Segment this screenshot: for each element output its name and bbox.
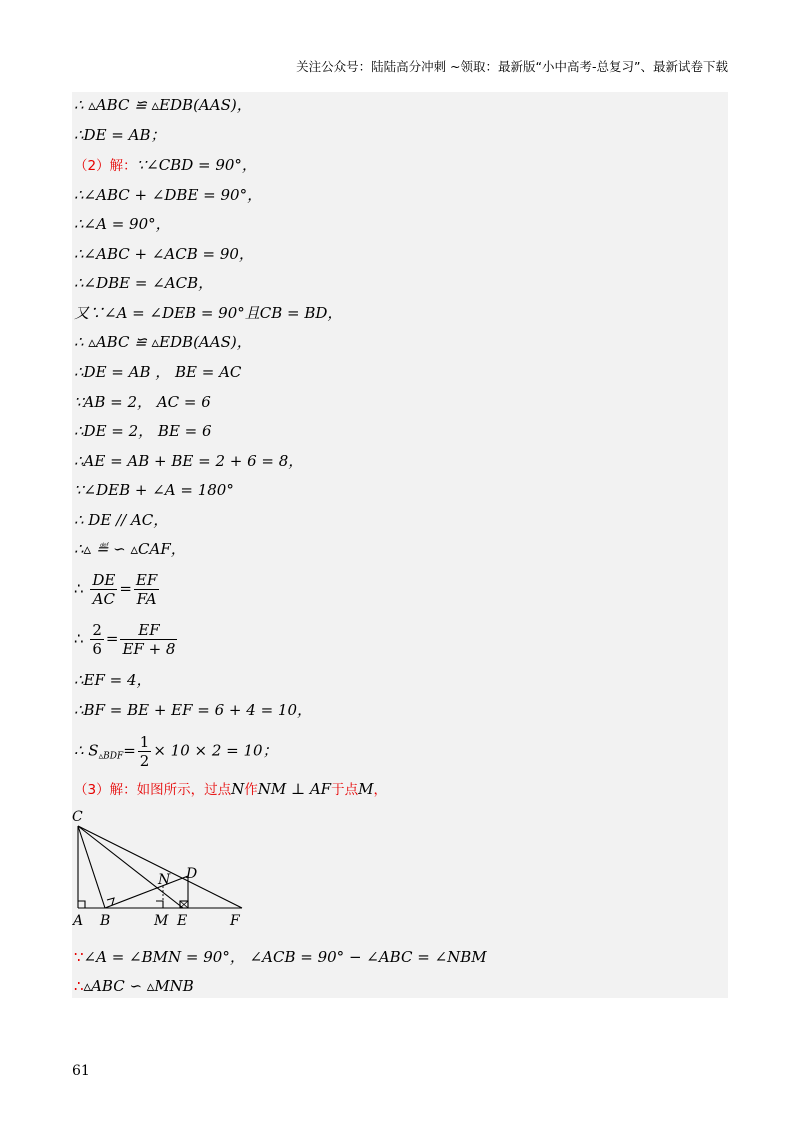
- part-3-label: （3）解：如图所示，过点: [74, 782, 232, 798]
- fraction-numerator: 2: [92, 621, 102, 639]
- line-23: [74, 948, 487, 966]
- text-zuo: 作: [244, 782, 258, 798]
- line-22: [74, 780, 387, 799]
- fraction-2-6: [90, 621, 104, 658]
- fraction-ef-fa: [134, 571, 159, 608]
- label-d: D: [186, 866, 198, 882]
- segment-bd: [105, 876, 188, 908]
- label-c: C: [72, 809, 83, 825]
- line-3-text: ∵∠CBD = 90°，: [136, 156, 257, 174]
- line-2: ∴DE = AB；: [74, 126, 166, 144]
- perpendicular-statement: NM ⊥ AF: [257, 780, 332, 798]
- line-17: [74, 571, 161, 608]
- line-8: 又∵∠A = ∠DEB = 90°且CB = BD，: [74, 304, 343, 322]
- equals-sign: =: [123, 741, 136, 760]
- line-18: [74, 621, 179, 658]
- label-e: E: [177, 913, 188, 929]
- page-number: 61: [72, 1063, 90, 1079]
- page-header: 关注公众号：陆陆高分冲刺 ~领取：最新版“小中高考-总复习”、最新试卷下载: [296, 59, 728, 74]
- segment-ce: [78, 826, 183, 908]
- line-5: ∴∠A = 90°，: [74, 215, 171, 233]
- fraction-numerator: 1: [139, 733, 150, 751]
- right-angle-m: [156, 901, 163, 908]
- line-16: ∴▵ ≝ ∽ ▵CAF，: [74, 540, 186, 558]
- part-2-label: （2）解：: [74, 158, 137, 174]
- therefore-symbol: ∴: [74, 579, 84, 598]
- line-19: ∴EF = 4，: [74, 671, 152, 689]
- therefore-symbol: ∴: [74, 629, 84, 648]
- line-21: [74, 733, 278, 770]
- segment-cb: [78, 826, 105, 908]
- fraction-numerator: EF: [120, 621, 177, 640]
- area-result: × 10 × 2 = 10；: [153, 741, 278, 760]
- fraction-one-half: [138, 733, 152, 770]
- segment-cf: [78, 826, 242, 908]
- fraction-ef-ef8: [120, 621, 177, 658]
- line-24: [74, 977, 194, 995]
- point-n: N: [231, 780, 245, 798]
- text-yudian: 于点: [331, 782, 359, 798]
- line-11: ∵AB = 2， AC = 6: [74, 393, 211, 411]
- geometry-figure: [70, 806, 250, 932]
- line-3: [74, 156, 257, 175]
- line-1: ∴ ▵ABC ≌ ▵EDB(AAS)，: [74, 96, 252, 114]
- equals-sign: =: [119, 579, 132, 598]
- fraction-denominator: 6: [92, 640, 102, 658]
- fraction-denominator: 2: [139, 752, 150, 770]
- line-23-text: ∠A = ∠BMN = 90°， ∠ACB = 90° − ∠ABC = ∠NBM: [83, 948, 487, 966]
- point-m: M: [358, 780, 374, 798]
- because-symbol: ∵: [74, 948, 84, 966]
- fraction-numerator: EF: [135, 571, 158, 589]
- label-f: F: [230, 913, 240, 929]
- line-24-text: ▵ABC ∽ ▵MNB: [83, 977, 194, 995]
- line-6: ∴∠ABC + ∠ACB = 90，: [74, 245, 254, 263]
- right-angle-a: [78, 901, 85, 908]
- line-20: ∴BF = BE + EF = 6 + 4 = 10，: [74, 701, 313, 719]
- label-a: A: [73, 913, 84, 929]
- label-m: M: [154, 913, 169, 929]
- equals-sign: =: [105, 629, 119, 648]
- fraction-de-ac: [90, 571, 117, 608]
- area-subscript: ▵BDF: [98, 751, 124, 762]
- therefore-symbol: ∴: [74, 977, 84, 995]
- fraction-denominator: FA: [136, 590, 157, 608]
- fraction-numerator: DE: [92, 571, 116, 589]
- fraction-denominator: EF + 8: [122, 640, 176, 658]
- area-symbol: ∴ S: [74, 741, 99, 760]
- label-b: B: [100, 913, 111, 929]
- line-7: ∴∠DBE = ∠ACB，: [74, 274, 214, 292]
- right-angle-b: [107, 898, 114, 905]
- line-10: ∴DE = AB ， BE = AC: [74, 363, 242, 381]
- line-4: ∴∠ABC + ∠DBE = 90°，: [74, 186, 263, 204]
- line-15: ∴ DE // AC，: [74, 511, 169, 529]
- line-12: ∴DE = 2， BE = 6: [74, 422, 212, 440]
- fraction-denominator: AC: [92, 590, 115, 608]
- comma: ，: [373, 782, 387, 798]
- label-n: N: [158, 872, 171, 888]
- line-9: ∴ ▵ABC ≌ ▵EDB(AAS)，: [74, 333, 252, 351]
- line-13: ∴AE = AB + BE = 2 + 6 = 8，: [74, 452, 304, 470]
- line-14: ∵∠DEB + ∠A = 180°: [74, 481, 234, 499]
